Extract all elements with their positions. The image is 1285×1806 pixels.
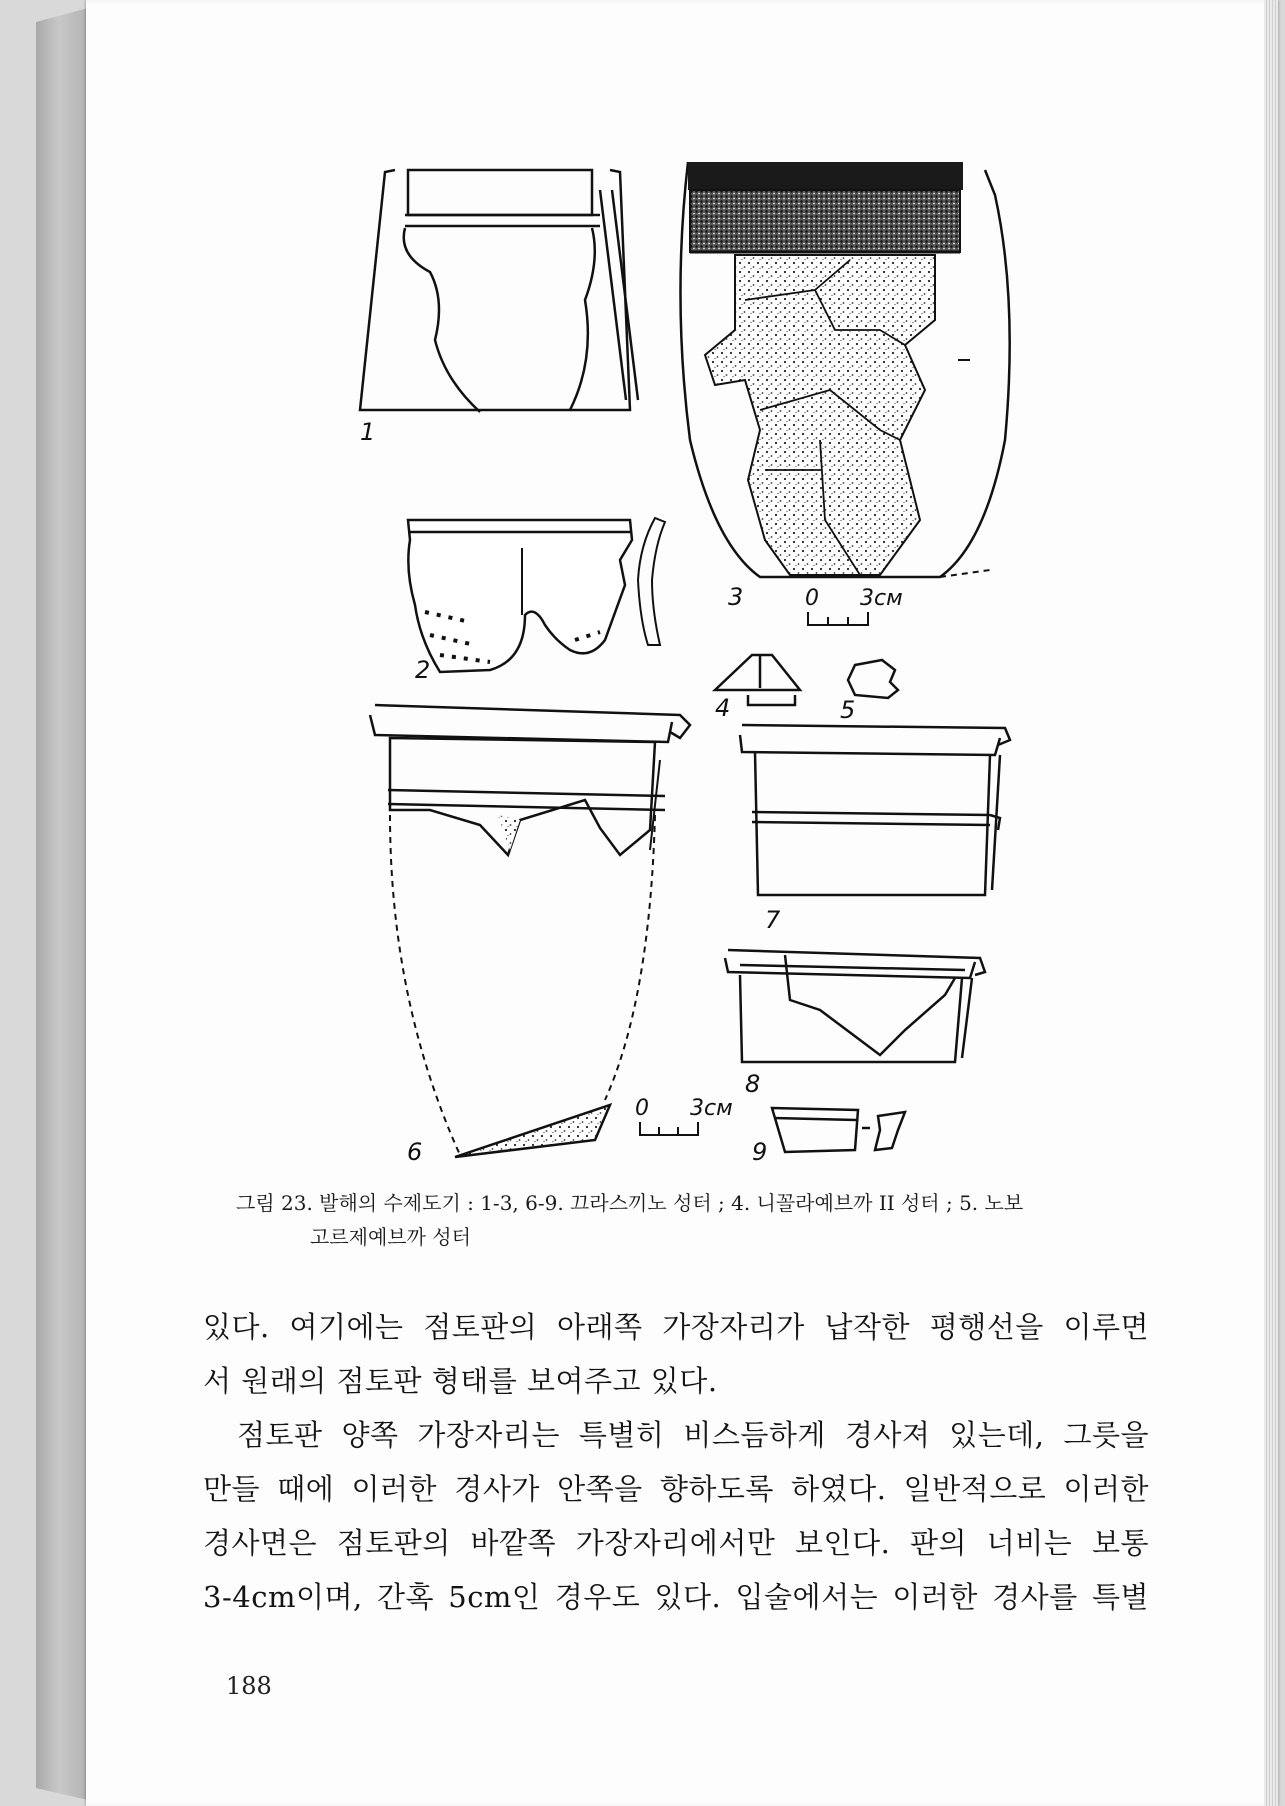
figure-label-6: 6 xyxy=(407,1138,423,1166)
figure-label-8: 8 xyxy=(745,1070,761,1098)
vessel-1-drawing xyxy=(360,170,638,412)
body-line-3: 점토판 양쪽 가장자리는 특별히 비스듬하게 경사져 있는데, 그릇을 xyxy=(237,1418,1149,1452)
vessel-6-drawing xyxy=(370,705,690,1157)
figure-label-7: 7 xyxy=(765,906,781,934)
scale-bar-2-value: 3см xyxy=(690,1096,733,1121)
fragment-5-drawing xyxy=(848,660,898,698)
scale-bar-2 xyxy=(635,1096,733,1135)
body-line-1: 있다. 여기에는 점토판의 아래쪽 가장자리가 납작한 평행선을 이루면 xyxy=(203,1310,1149,1344)
vessel-7-drawing xyxy=(740,725,1010,895)
fragment-9-drawing xyxy=(772,1108,905,1152)
scale-bar-2-zero: 0 xyxy=(635,1096,649,1121)
figure-caption-line-1: 그림 23. 발해의 수제도기 : 1-3, 6-9. 끄라스끼노 성터 ; 4. 니꼴라예브까 II 성터 ; 5. 노보 xyxy=(236,1191,1024,1215)
page-number: 188 xyxy=(226,1672,272,1700)
body-line-2: 서 원래의 점토판 형태를 보여주고 있다. xyxy=(203,1364,718,1398)
figure-label-4: 4 xyxy=(715,694,731,722)
figure-label-5: 5 xyxy=(840,696,856,724)
figure-caption xyxy=(236,1186,1156,1254)
body-line-5: 경사면은 점토판의 바깥쪽 가장자리에서만 보인다. 판의 너비는 보통 xyxy=(203,1526,1149,1560)
body-line-4: 만들 때에 이러한 경사가 안쪽을 향하도록 하였다. 일반적으로 이러한 xyxy=(203,1472,1149,1506)
scale-bar-1-zero: 0 xyxy=(805,586,819,611)
figure-label-2: 2 xyxy=(415,656,431,684)
vessel-2-drawing xyxy=(408,518,665,672)
vessel-3-drawing xyxy=(680,162,1009,577)
body-text xyxy=(203,1300,1149,1624)
figure-label-3: 3 xyxy=(728,583,744,611)
figure-caption-line-2: 고르제예브까 성터 xyxy=(310,1225,471,1249)
scale-bar-1-value: 3см xyxy=(860,586,903,611)
figure-label-9: 9 xyxy=(752,1138,768,1166)
body-line-6: 3-4cm이며, 간혹 5cm인 경우도 있다. 입술에서는 이러한 경사를 특별 xyxy=(203,1580,1149,1614)
scale-bar-1 xyxy=(805,586,903,625)
figure-label-1: 1 xyxy=(360,418,376,446)
vessel-8-drawing xyxy=(725,950,985,1062)
